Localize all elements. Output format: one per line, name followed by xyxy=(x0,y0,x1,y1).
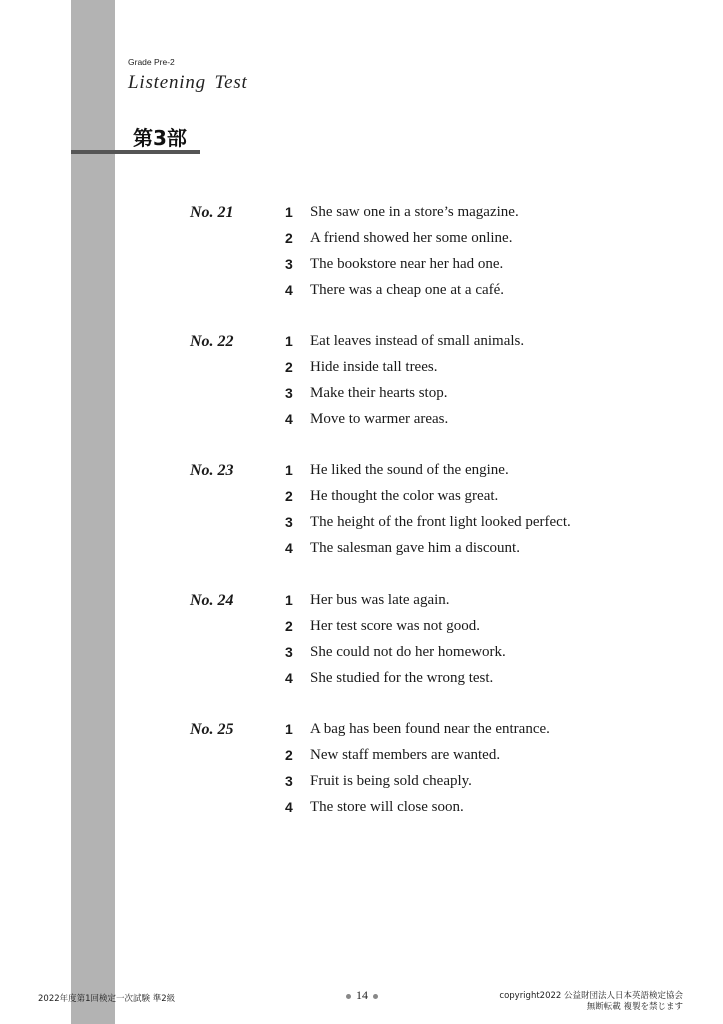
choice-text: The salesman gave him a discount. xyxy=(310,540,520,556)
choice-number: 1 xyxy=(285,721,293,737)
choice-number: 3 xyxy=(285,385,293,401)
answer-choice xyxy=(0,282,723,308)
answer-choice xyxy=(0,618,723,644)
answer-choice xyxy=(0,204,723,230)
answer-choice xyxy=(0,799,723,825)
answer-choice xyxy=(0,411,723,437)
question-number: No. 24 xyxy=(190,592,234,609)
footer-exam-label: 2022年度第1回検定一次試験 準2級 xyxy=(38,994,176,1004)
choice-number: 2 xyxy=(285,230,293,246)
choice-number: 4 xyxy=(285,799,293,815)
answer-choice xyxy=(0,721,723,747)
choice-text: She saw one in a store’s magazine. xyxy=(310,204,519,220)
choice-number: 3 xyxy=(285,773,293,789)
answer-choice xyxy=(0,256,723,282)
copyright-text: copyright2022 公益財団法人日本英語検定協会 xyxy=(499,991,683,1001)
choice-text: Her bus was late again. xyxy=(310,592,450,608)
choice-number: 2 xyxy=(285,488,293,504)
choice-text: She studied for the wrong test. xyxy=(310,670,494,686)
page-number: 14 xyxy=(356,988,368,1002)
answer-choice xyxy=(0,462,723,488)
answer-choice xyxy=(0,540,723,566)
choice-text: The height of the front light looked perfect. xyxy=(310,514,571,530)
footer-copyright-block xyxy=(499,991,683,1013)
choice-text: A bag has been found near the entrance. xyxy=(310,721,550,737)
choice-text: He thought the color was great. xyxy=(310,488,499,504)
choice-number: 1 xyxy=(285,333,293,349)
choice-number: 2 xyxy=(285,747,293,763)
choice-number: 4 xyxy=(285,411,293,427)
answer-choice xyxy=(0,333,723,359)
choice-text: Her test score was not good. xyxy=(310,618,480,634)
answer-choice xyxy=(0,230,723,256)
choice-number: 2 xyxy=(285,618,293,634)
answer-choice xyxy=(0,592,723,618)
answer-choice xyxy=(0,773,723,799)
choice-number: 1 xyxy=(285,462,293,478)
choice-text: The bookstore near her had one. xyxy=(310,256,504,272)
question-number: No. 23 xyxy=(190,462,234,479)
answer-choice xyxy=(0,488,723,514)
choice-number: 1 xyxy=(285,204,293,220)
choice-text: Make their hearts stop. xyxy=(310,385,448,401)
choice-text: Move to warmer areas. xyxy=(310,411,449,427)
grade-label: Grade Pre-2 xyxy=(128,57,175,67)
reproduction-notice: 無断転載 複製を禁じます xyxy=(586,1002,683,1012)
choice-number: 3 xyxy=(285,514,293,530)
bullet-dot-right xyxy=(373,994,378,999)
choice-number: 2 xyxy=(285,359,293,375)
test-title: Listening Test xyxy=(128,72,248,93)
choice-text: The store will close soon. xyxy=(310,799,464,815)
answer-choice xyxy=(0,359,723,385)
choice-number: 3 xyxy=(285,256,293,272)
choice-text: New staff members are wanted. xyxy=(310,747,501,763)
bullet-dot-left xyxy=(346,994,351,999)
question-number: No. 22 xyxy=(190,333,234,350)
choice-text: Fruit is being sold cheaply. xyxy=(310,773,472,789)
answer-choice xyxy=(0,385,723,411)
choice-number: 4 xyxy=(285,540,293,556)
question-number: No. 25 xyxy=(190,721,234,738)
choice-text: He liked the sound of the engine. xyxy=(310,462,509,478)
part-title: 第3部 xyxy=(133,126,187,150)
answer-choice xyxy=(0,747,723,773)
question-number: No. 21 xyxy=(190,204,234,221)
answer-choice xyxy=(0,514,723,540)
choice-text: She could not do her homework. xyxy=(310,644,506,660)
choice-text: A friend showed her some online. xyxy=(310,230,513,246)
page-number-group xyxy=(340,988,384,1003)
choice-text: Hide inside tall trees. xyxy=(310,359,438,375)
choice-text: Eat leaves instead of small animals. xyxy=(310,333,525,349)
choice-number: 4 xyxy=(285,670,293,686)
choice-text: There was a cheap one at a café. xyxy=(310,282,505,298)
answer-choice xyxy=(0,644,723,670)
answer-choice xyxy=(0,670,723,696)
choice-number: 1 xyxy=(285,592,293,608)
choice-number: 4 xyxy=(285,282,293,298)
choice-number: 3 xyxy=(285,644,293,660)
